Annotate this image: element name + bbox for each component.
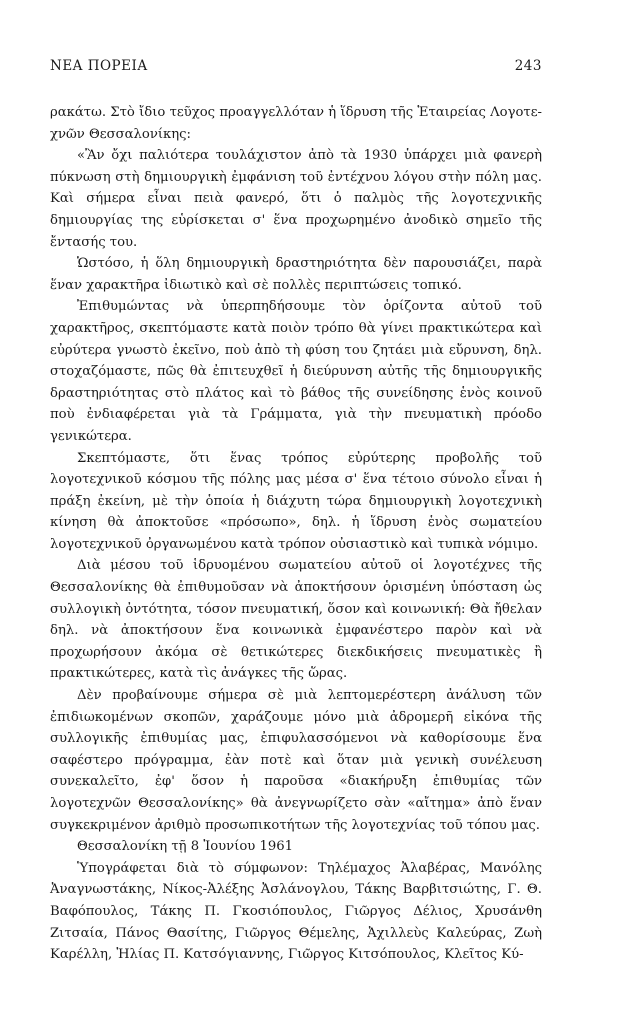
page-number: 243 [514,58,542,74]
paragraph: Σκεπτόμαστε, ὅτι ἕνας τρόπος εὐρύτερης προβολῆς τοῦ λογοτεχνικοῦ κόσμου τῆς πόλης μας μέσα σ' ἕνα τέτοιο σύνολο εἶναι ἡ πράξη ἐκείνη, μὲ τὴν ὁποία ἡ διάχυτη τώρα δημιουργικὴ λογοτεχνικὴ κίνηση θὰ ἀποκτοῦσε «πρόσωπο», δηλ. ἡ ἵδρυση ἑνὸς σωματείου λογοτεχνικοῦ ὀργανωμένου κατὰ τρόπον οὐσιαστικὸ καὶ τυπικὰ νόμιμο. [50,450,542,552]
paragraph-quote-opening: «Ἂν ὄχι παλιότερα τουλάχιστον ἀπὸ τὰ 1930 ὑπάρχει μιὰ φανερὴ πύκνωση στὴ δημιουργικὴ ἐμφάνιση τοῦ ἐντέχνου λόγου στὴν πόλη μας. Καὶ σήμερα εἶναι πειὰ φανερό, ὅτι ὁ παλμὸς τῆς λογοτεχνικῆς δημιουργίας της εὑρίσκεται σ' ἕνα προχωρημένο ἀνοδικὸ σημεῖο τῆς ἔντασής του. [50,148,542,250]
paragraph: Ὡστόσο, ἡ ὅλη δημιουργικὴ δραστηριότητα δὲν παρουσιάζει, παρὰ ἕναν χαρακτῆρα ἰδιωτικὸ καὶ σὲ πολλὲς περιπτώσεις τοπικό. [50,256,542,293]
paragraph-continuation: ρακάτω. Στὸ ἴδιο τεῦχος προαγγελλόταν ἡ ἵδρυση τῆς Ἑταιρείας Λογοτε-χνῶν Θεσσαλονίκης: [50,105,542,142]
paragraph: Διὰ μέσου τοῦ ἱδρυομένου σωματείου αὐτοῦ οἱ λογοτέχνες τῆς Θεσσαλονίκης θὰ ἐπιθυμοῦσαν νὰ ἀποκτήσουν ὁρισμένη ὑπόσταση ὡς συλλογικὴ ὀντότητα, τόσον πνευματική, ὅσον καὶ κοινωνική: Θὰ ἤθελαν δηλ. νὰ ἀποκτήσουν ἕνα κοινωνικὰ ἐμφανέστερο παρὸν καὶ νὰ προχωρήσουν ἀκόμα σὲ θετικώτερες διεκδικήσεις πνευματικὲς ἢ πρακτικώτερες, κατὰ τὶς ἀνάγκες τῆς ὥρας. [50,558,542,682]
date-line: Θεσσαλονίκη τῇ 8 Ἰουνίου 1961 [77,839,294,855]
body-text [50,102,542,966]
paragraph: Ἐπιθυμώντας νὰ ὑπερπηδήσουμε τὸν ὁρίζοντα αὐτοῦ τοῦ χαρακτῆρος, σκεπτόμαστε κατὰ ποιὸν τρόπο θὰ γίνει πρακτικώτερα καὶ εὐρύτερα γνωστὸ ἐκεῖνο, ποὺ ἀπὸ τὴ φύση του ζητάει μιὰ εὔρυνση, δηλ. στοχαζόμαστε, πῶς θὰ ἐπιτευχθεῖ ἡ διεύρυνση αὐτῆς τῆς δημιουργικῆς δραστηριότητας στὸ πλάτος καὶ τὸ βάθος τῆς συνείδησης ἑνὸς κοινοῦ ποὺ ἐνδιαφέρεται γιὰ τὰ Γράμματα, γιὰ τὴν πνευματικὴ πρόοδο γενικώτερα. [50,299,542,444]
journal-title: ΝΕΑ ΠΟΡΕΙΑ [50,58,148,74]
paragraph: Δὲν προβαίνουμε σήμερα σὲ μιὰ λεπτομερέστερη ἀνάλυση τῶν ἐπιδιωκομένων σκοπῶν, χαράζουμε μόνο μιὰ ἀδρομερῆ εἰκόνα τῆς συλλογικῆς ἐπιθυμίας μας, ἐπιφυλασσόμενοι νὰ καθορίσουμε ἕνα σαφέστερο πρόγραμμα, ἐὰν ποτὲ καὶ ὅταν μιὰ γενικὴ συνέλευση συνεκαλεῖτο, ἐφ' ὅσον ἡ παροῦσα «διακήρυξη ἐπιθυμίας τῶν λογοτεχνῶν Θεσσαλονίκης» θὰ ἀνεγνωρίζετο σὰν «αἴτημα» ἀπὸ ἕναν συγκεκριμένον ἀριθμὸ προσωπικοτήτων τῆς λογοτεχνίας τοῦ τόπου μας. [50,688,542,833]
running-header [50,58,542,78]
signatories-paragraph: Ὑπογράφεται διὰ τὸ σύμφωνον: Τηλέμαχος Ἀλαβέρας, Μανόλης Ἀναγνωστάκης, Νίκος-Ἀλέξης Ἀσλάνογλου, Τάκης Βαρβιτσιώτης, Γ. Θ. Βαφόπουλος, Τάκης Π. Γκοσιόπουλος, Γιῶργος Δέλιος, Χρυσάνθη Ζιτσαία, Πάνος Θασίτης, Γιῶργος Θέμελης, Ἀχιλλεὺς Καλεύρας, Ζωὴ Καρέλλη, Ἠλίας Π. Κατσόγιαννης, Γιῶργος Κιτσόπουλος, Κλεῖτος Κύ- [50,860,542,963]
